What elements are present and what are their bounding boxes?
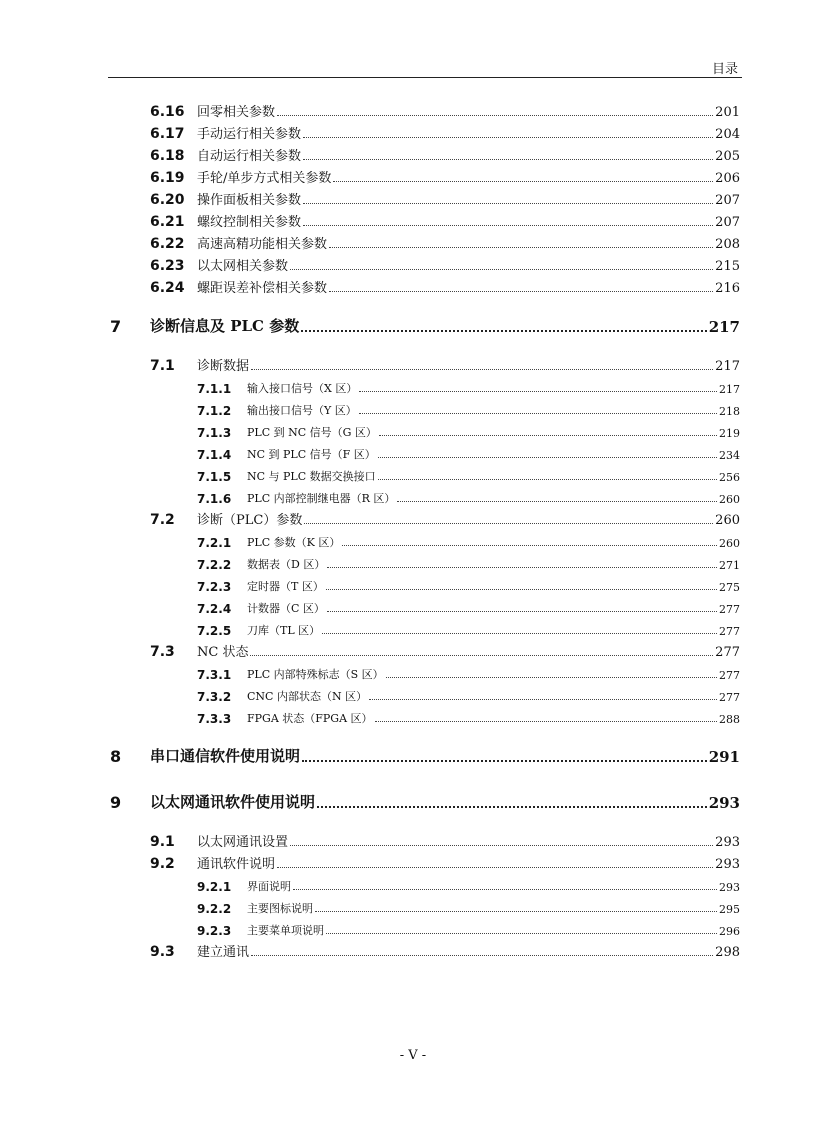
toc-entry-9-2[interactable]	[150, 850, 740, 872]
toc-entry-number: 8	[110, 747, 122, 766]
toc-entry-7-1-6[interactable]	[197, 484, 740, 506]
toc-entry-7-2-4[interactable]	[197, 594, 740, 616]
toc-entry-6-16[interactable]	[150, 98, 740, 120]
toc-entry-6-24[interactable]	[150, 274, 740, 296]
toc-dot-leader	[333, 181, 713, 182]
toc-entry-7-2-2[interactable]	[197, 550, 740, 572]
toc-dot-leader	[277, 115, 713, 116]
toc-dot-leader	[293, 889, 717, 890]
toc-entry-number: 7.2.1	[197, 536, 232, 550]
toc-entry-number: 7.2.4	[197, 602, 232, 616]
toc-entry-7-1-5[interactable]	[197, 462, 740, 484]
toc-dot-leader	[290, 269, 713, 270]
toc-dot-leader	[342, 545, 717, 546]
toc-entry-page: 296	[719, 925, 740, 938]
toc-entry-title: 串口通信软件使用说明	[150, 747, 301, 765]
toc-entry-number: 7.3.2	[197, 690, 232, 704]
toc-entry-page: 201	[715, 105, 740, 120]
toc-entry-page: 275	[719, 581, 740, 594]
toc-entry-title: 定时器（T 区）	[247, 580, 324, 593]
toc-entry-number: 7.2	[150, 512, 175, 528]
toc-dot-leader	[329, 247, 713, 248]
toc-entry-title: 刀库（TL 区）	[247, 624, 321, 637]
toc-dot-leader	[375, 721, 717, 722]
toc-entry-title: 以太网通讯设置	[197, 835, 289, 850]
toc-dot-leader	[301, 330, 706, 332]
toc-dot-leader	[317, 806, 707, 808]
toc-entry-title: FPGA 状态（FPGA 区）	[247, 712, 373, 725]
toc-entry-number: 6.20	[150, 192, 185, 208]
toc-dot-leader	[386, 677, 717, 678]
toc-entry-page: 216	[715, 281, 740, 296]
toc-entry-9-2-3[interactable]	[197, 916, 740, 938]
toc-dot-leader	[378, 457, 717, 458]
toc-entry-page: 260	[719, 493, 740, 506]
toc-entry-title: 输出接口信号（Y 区）	[247, 404, 357, 417]
toc-dot-leader	[304, 523, 713, 524]
toc-dot-leader	[379, 435, 717, 436]
toc-entry-title: 螺距误差补偿相关参数	[197, 281, 328, 296]
toc-entry-page: 208	[715, 237, 740, 252]
toc-entry-title: NC 状态	[197, 645, 249, 660]
toc-entry-6-17[interactable]	[150, 120, 740, 142]
toc-entry-title: 输入接口信号（X 区）	[247, 382, 358, 395]
toc-entry-number: 7	[110, 317, 122, 336]
toc-entry-7-3-1[interactable]	[197, 660, 740, 682]
toc-dot-leader	[251, 369, 713, 370]
toc-entry-title: 诊断信息及 PLC 参数	[150, 317, 300, 335]
toc-dot-leader	[303, 159, 713, 160]
toc-entry-page: 219	[719, 427, 740, 440]
toc-entry-title: PLC 参数（K 区）	[247, 536, 341, 549]
toc-entry-page: 277	[715, 645, 740, 660]
toc-entry-title: 自动运行相关参数	[197, 149, 302, 164]
toc-entry-page: 293	[708, 794, 740, 812]
toc-entry-number: 7.1.1	[197, 382, 232, 396]
toc-entry-page: 293	[719, 881, 740, 894]
toc-entry-number: 7.1.2	[197, 404, 232, 418]
toc-entry-title: 界面说明	[247, 880, 291, 893]
toc-entry-number: 7.1.6	[197, 492, 232, 506]
toc-entry-title: CNC 内部状态（N 区）	[247, 690, 368, 703]
toc-entry-number: 9.2.1	[197, 880, 232, 894]
toc-dot-leader	[303, 203, 713, 204]
toc-entry-page: 217	[719, 383, 740, 396]
toc-entry-9-3[interactable]	[150, 938, 740, 960]
header-divider	[108, 77, 742, 78]
running-header-title: 目录	[711, 62, 738, 77]
toc-entry-number: 9	[110, 793, 122, 812]
toc-entry-page: 298	[715, 945, 740, 960]
toc-entry-9-2-1[interactable]	[197, 872, 740, 894]
toc-entry-7-3[interactable]	[150, 638, 740, 660]
toc-dot-leader	[250, 655, 713, 656]
toc-entry-number: 7.2.5	[197, 624, 232, 638]
toc-entry-number: 6.17	[150, 126, 185, 142]
toc-entry-page: 271	[719, 559, 740, 572]
toc-entry-number: 7.2.3	[197, 580, 232, 594]
toc-dot-leader	[329, 291, 713, 292]
toc-entry-number: 9.1	[150, 834, 175, 850]
toc-entry-page: 277	[719, 669, 740, 682]
toc-dot-leader	[326, 589, 717, 590]
toc-entry-7-2[interactable]	[150, 506, 740, 528]
toc-entry-7-1-4[interactable]	[197, 440, 740, 462]
toc-entry-title: 手轮/单步方式相关参数	[197, 171, 332, 186]
toc-entry-page: 277	[719, 691, 740, 704]
toc-entry-page: 293	[715, 835, 740, 850]
toc-entry-title: PLC 到 NC 信号（G 区）	[247, 426, 377, 439]
toc-entry-page: 277	[719, 625, 740, 638]
toc-entry-title: 操作面板相关参数	[197, 193, 302, 208]
toc-entry-number: 6.18	[150, 148, 185, 164]
toc-entry-title: NC 与 PLC 数据交换接口	[247, 470, 376, 483]
toc-entry-page: 256	[719, 471, 740, 484]
toc-entry-title: 计数器（C 区）	[247, 602, 325, 615]
toc-dot-leader	[277, 867, 713, 868]
toc-entry-title: PLC 内部特殊标志（S 区）	[247, 668, 384, 681]
toc-entry-title: 建立通讯	[197, 945, 250, 960]
toc-entry-7-1[interactable]	[150, 352, 740, 374]
toc-entry-page: 204	[715, 127, 740, 142]
toc-entry-number: 6.16	[150, 104, 185, 120]
toc-entry-page: 295	[719, 903, 740, 916]
toc-entry-number: 6.24	[150, 280, 185, 296]
toc-entry-9-1[interactable]	[150, 828, 740, 850]
toc-entry-7-1-2[interactable]	[197, 396, 740, 418]
toc-entry-number: 9.2.2	[197, 902, 232, 916]
toc-entry-page: 234	[719, 449, 740, 462]
toc-entry-6-19[interactable]	[150, 164, 740, 186]
toc-entry-7-3-2[interactable]	[197, 682, 740, 704]
toc-entry-title: 诊断（PLC）参数	[197, 513, 303, 528]
toc-entry-9-2-2[interactable]	[197, 894, 740, 916]
toc-entry-7-2-5[interactable]	[197, 616, 740, 638]
toc-entry-7-2-3[interactable]	[197, 572, 740, 594]
toc-entry-title: 回零相关参数	[197, 105, 276, 120]
toc-entry-page: 217	[708, 318, 740, 336]
toc-entry-title: PLC 内部控制继电器（R 区）	[247, 492, 396, 505]
toc-dot-leader	[315, 911, 717, 912]
toc-entry-title: NC 到 PLC 信号（F 区）	[247, 448, 376, 461]
toc-entry-page: 288	[719, 713, 740, 726]
toc-entry-7-3-3[interactable]	[197, 704, 740, 726]
toc-entry-page: 217	[715, 359, 740, 374]
toc-entry-6-22[interactable]	[150, 230, 740, 252]
toc-entry-page: 207	[715, 193, 740, 208]
toc-entry-title: 主要菜单项说明	[247, 924, 324, 937]
toc-entry-number: 9.3	[150, 944, 175, 960]
toc-dot-leader	[251, 955, 713, 956]
toc-entry-title: 高速高精功能相关参数	[197, 237, 328, 252]
toc-entry-page: 277	[719, 603, 740, 616]
toc-entry-page: 218	[719, 405, 740, 418]
toc-entry-8[interactable]	[110, 744, 740, 766]
toc-dot-leader	[302, 760, 707, 762]
toc-dot-leader	[327, 611, 717, 612]
toc-dot-leader	[303, 225, 713, 226]
toc-entry-number: 7.1.4	[197, 448, 232, 462]
toc-entry-6-20[interactable]	[150, 186, 740, 208]
toc-entry-page: 206	[715, 171, 740, 186]
toc-dot-leader	[290, 845, 713, 846]
toc-entry-title: 手动运行相关参数	[197, 127, 302, 142]
toc-entry-title: 数据表（D 区）	[247, 558, 326, 571]
toc-dot-leader	[303, 137, 713, 138]
toc-entry-number: 7.3.3	[197, 712, 232, 726]
toc-entry-number: 7.1.3	[197, 426, 232, 440]
toc-dot-leader	[322, 633, 717, 634]
toc-entry-number: 7.3.1	[197, 668, 232, 682]
toc-entry-number: 6.19	[150, 170, 185, 186]
toc-entry-7-1-3[interactable]	[197, 418, 740, 440]
toc-entry-title: 通讯软件说明	[197, 857, 276, 872]
toc-entry-title: 以太网相关参数	[197, 259, 289, 274]
toc-entry-number: 7.1.5	[197, 470, 232, 484]
toc-dot-leader	[359, 413, 717, 414]
toc-entry-number: 6.21	[150, 214, 185, 230]
toc-entry-7[interactable]	[110, 314, 740, 336]
toc-entry-page: 260	[719, 537, 740, 550]
toc-entry-title: 诊断数据	[197, 359, 250, 374]
toc-dot-leader	[326, 933, 717, 934]
toc-entry-page: 205	[715, 149, 740, 164]
toc-entry-7-1-1[interactable]	[197, 374, 740, 396]
toc-entry-number: 7.1	[150, 358, 175, 374]
toc-entry-page: 293	[715, 857, 740, 872]
toc-entry-page: 260	[715, 513, 740, 528]
toc-entry-6-18[interactable]	[150, 142, 740, 164]
toc-entry-number: 6.22	[150, 236, 185, 252]
toc-entry-number: 7.3	[150, 644, 175, 660]
toc-entry-title: 主要图标说明	[247, 902, 313, 915]
page-number-footer: - V -	[399, 1048, 427, 1063]
toc-dot-leader	[327, 567, 717, 568]
toc-dot-leader	[378, 479, 717, 480]
toc-entry-number: 9.2	[150, 856, 175, 872]
toc-entry-9[interactable]	[110, 790, 740, 812]
toc-entry-page: 207	[715, 215, 740, 230]
toc-dot-leader	[369, 699, 717, 700]
toc-entry-number: 9.2.3	[197, 924, 232, 938]
toc-dot-leader	[397, 501, 717, 502]
toc-entry-6-21[interactable]	[150, 208, 740, 230]
toc-entry-number: 6.23	[150, 258, 185, 274]
toc-dot-leader	[359, 391, 717, 392]
toc-entry-title: 以太网通讯软件使用说明	[150, 793, 316, 811]
toc-entry-number: 7.2.2	[197, 558, 232, 572]
toc-entry-page: 291	[708, 748, 740, 766]
toc-entry-title: 螺纹控制相关参数	[197, 215, 302, 230]
toc-entry-6-23[interactable]	[150, 252, 740, 274]
toc-entry-page: 215	[715, 259, 740, 274]
toc-entry-7-2-1[interactable]	[197, 528, 740, 550]
